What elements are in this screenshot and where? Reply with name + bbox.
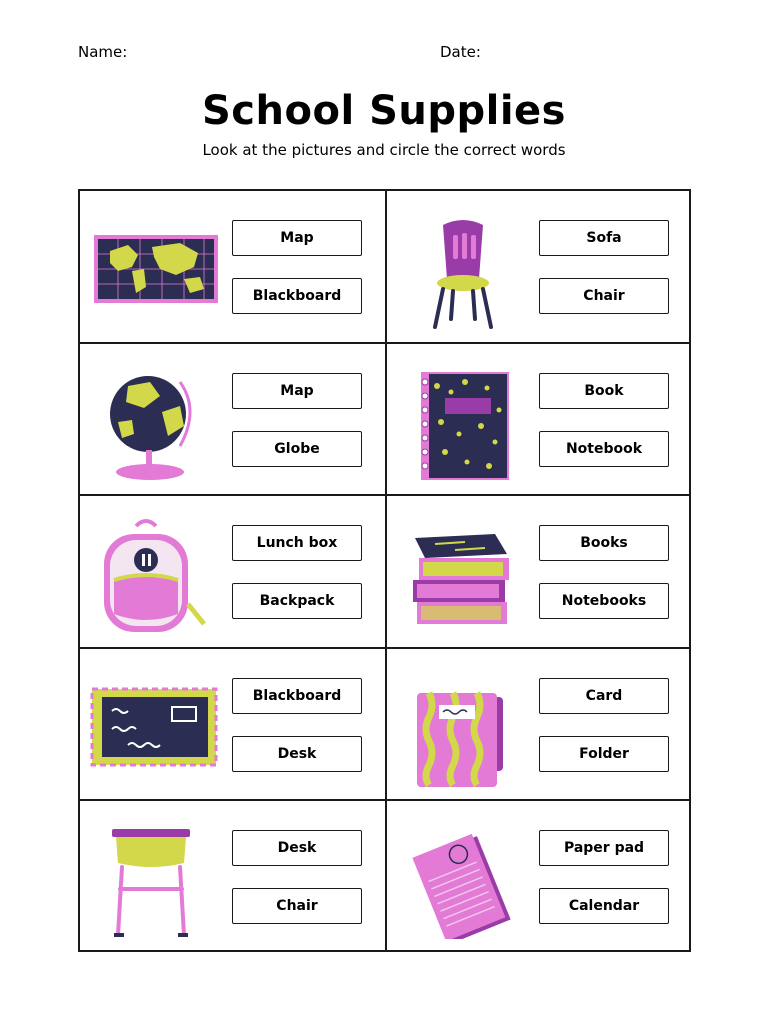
item-notebook	[387, 344, 692, 494]
option-notebook[interactable]: Notebook	[539, 431, 669, 467]
paper-pad-icon	[395, 819, 529, 939]
option-folder[interactable]: Folder	[539, 736, 669, 772]
chair-icon	[395, 209, 529, 329]
books-icon	[395, 514, 529, 634]
globe-icon	[88, 362, 222, 482]
option-map[interactable]: Map	[232, 220, 362, 256]
item-books	[387, 496, 692, 646]
option-map[interactable]: Map	[232, 373, 362, 409]
option-chair[interactable]: Chair	[539, 278, 669, 314]
item-map	[80, 191, 385, 341]
option-calendar[interactable]: Calendar	[539, 888, 669, 924]
option-desk[interactable]: Desk	[232, 830, 362, 866]
item-folder	[387, 649, 692, 799]
option-card[interactable]: Card	[539, 678, 669, 714]
option-desk[interactable]: Desk	[232, 736, 362, 772]
option-globe[interactable]: Globe	[232, 431, 362, 467]
desk-icon	[88, 819, 222, 939]
option-blackboard[interactable]: Blackboard	[232, 678, 362, 714]
item-paper-pad	[387, 801, 692, 951]
map-icon	[88, 209, 222, 329]
option-blackboard[interactable]: Blackboard	[232, 278, 362, 314]
item-desk	[80, 801, 385, 951]
option-book[interactable]: Book	[539, 373, 669, 409]
name-field[interactable]	[78, 43, 127, 61]
item-blackboard	[80, 649, 385, 799]
notebook-icon	[395, 362, 529, 482]
instructions: Look at the pictures and circle the correct words	[202, 141, 566, 159]
page-title: School Supplies	[201, 88, 566, 134]
name-label: Name:	[78, 43, 128, 61]
date-label: Date:	[440, 43, 481, 61]
option-backpack[interactable]: Backpack	[232, 583, 362, 619]
option-books[interactable]: Books	[539, 525, 669, 561]
blackboard-icon	[88, 667, 222, 787]
option-paper-pad[interactable]: Paper pad	[539, 830, 669, 866]
option-lunch-box[interactable]: Lunch box	[232, 525, 362, 561]
backpack-icon	[88, 514, 222, 634]
item-globe	[80, 344, 385, 494]
folder-icon	[395, 667, 529, 787]
item-chair	[387, 191, 692, 341]
option-sofa[interactable]: Sofa	[539, 220, 669, 256]
option-notebooks[interactable]: Notebooks	[539, 583, 669, 619]
date-field[interactable]	[440, 43, 481, 61]
option-chair[interactable]: Chair	[232, 888, 362, 924]
item-backpack	[80, 496, 385, 646]
